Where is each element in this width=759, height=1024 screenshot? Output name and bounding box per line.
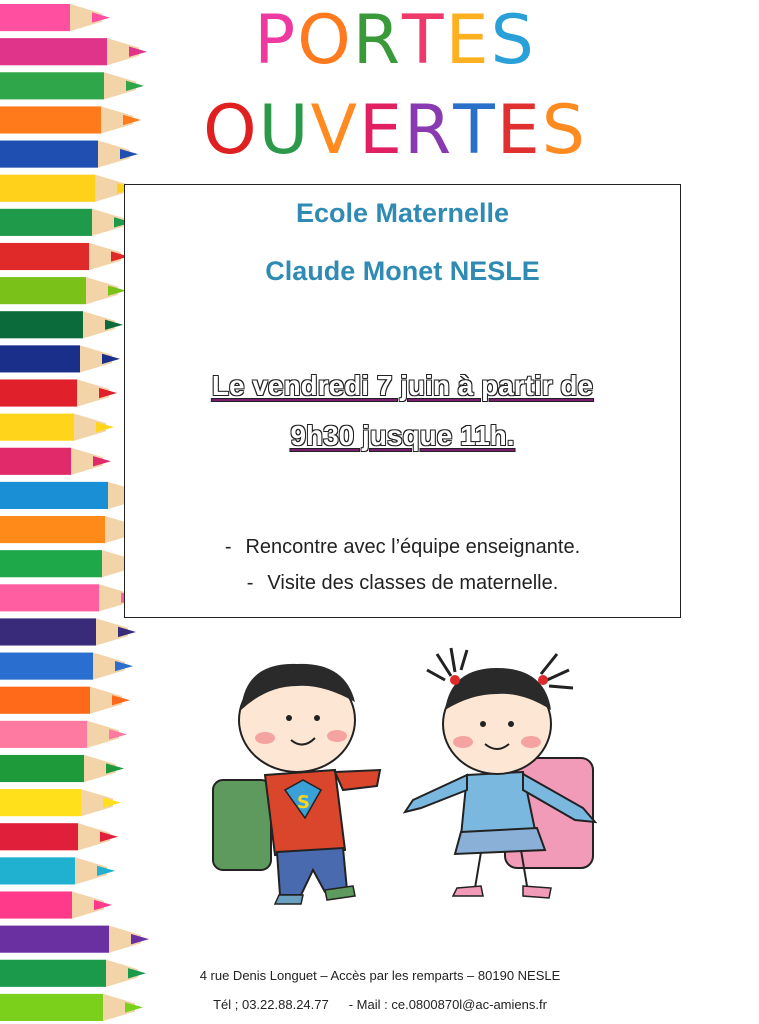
- pencil: [0, 243, 129, 270]
- pencil: [0, 550, 142, 577]
- pencil: [0, 4, 110, 31]
- title-letter: O: [297, 1, 353, 80]
- children-illustration: [205, 640, 625, 910]
- activity-item: - Rencontre avec l’équipe enseignante.: [224, 536, 581, 558]
- title-letter: T: [453, 91, 497, 170]
- title-letter: U: [258, 91, 311, 170]
- title-portes: [160, 1, 630, 80]
- school-type: Ecole Maternelle: [295, 198, 510, 228]
- footer-phone: Tél ; 03.22.88.24.77: [213, 997, 329, 1012]
- pencil: [0, 926, 149, 953]
- pencil: [0, 379, 117, 406]
- pencil: [0, 687, 130, 714]
- pencil: [0, 960, 146, 987]
- title-letter: S: [490, 1, 536, 80]
- event-time: 9h30 jusque 11h.: [290, 420, 515, 451]
- title-letter: T: [402, 1, 446, 80]
- event-date: Le vendredi 7 juin à partir de: [211, 370, 594, 401]
- title-letter: E: [358, 91, 404, 170]
- pencil: [0, 755, 124, 782]
- pencil: [0, 311, 123, 338]
- svg-text:S: S: [297, 792, 310, 813]
- title-letter: S: [541, 91, 587, 170]
- title-letter: R: [352, 1, 403, 80]
- title-letter: R: [403, 91, 454, 170]
- pencil: [0, 277, 126, 304]
- boy-figure: [213, 664, 380, 904]
- pencil: [0, 175, 135, 202]
- school-name: Claude Monet NESLE: [265, 256, 540, 286]
- pencil: [0, 414, 114, 441]
- pencil: [0, 891, 112, 918]
- pencil: [0, 618, 136, 645]
- pencil: [0, 448, 111, 475]
- pencil: [0, 209, 132, 236]
- pencil: [0, 72, 144, 99]
- activities-list: [125, 529, 680, 601]
- title-letter: P: [254, 1, 298, 80]
- pencil: [0, 789, 121, 816]
- pencil: [0, 345, 120, 372]
- footer-address: 4 rue Denis Longuet – Accès par les remparts – 80190 NESLE: [199, 968, 561, 983]
- title-letter: V: [310, 91, 359, 170]
- pencil: [0, 584, 139, 611]
- title-letter: E: [496, 91, 542, 170]
- pencil: [0, 653, 133, 680]
- pencil: [0, 994, 143, 1021]
- footer-contact: [160, 997, 600, 1013]
- pencil: [0, 106, 141, 133]
- girl-figure: [405, 648, 595, 898]
- title-letter: O: [203, 91, 259, 170]
- activity-item: - Visite des classes de maternelle.: [246, 572, 559, 594]
- footer-mail[interactable]: - Mail : ce.0800870l@ac-amiens.fr: [348, 997, 547, 1012]
- title-letter: E: [445, 1, 491, 80]
- pencil: [0, 823, 118, 850]
- pencil: [0, 721, 127, 748]
- pencil: [0, 141, 138, 168]
- pencil: [0, 857, 115, 884]
- info-box: [124, 184, 681, 618]
- title-ouvertes: [160, 91, 630, 170]
- pencil: [0, 38, 147, 65]
